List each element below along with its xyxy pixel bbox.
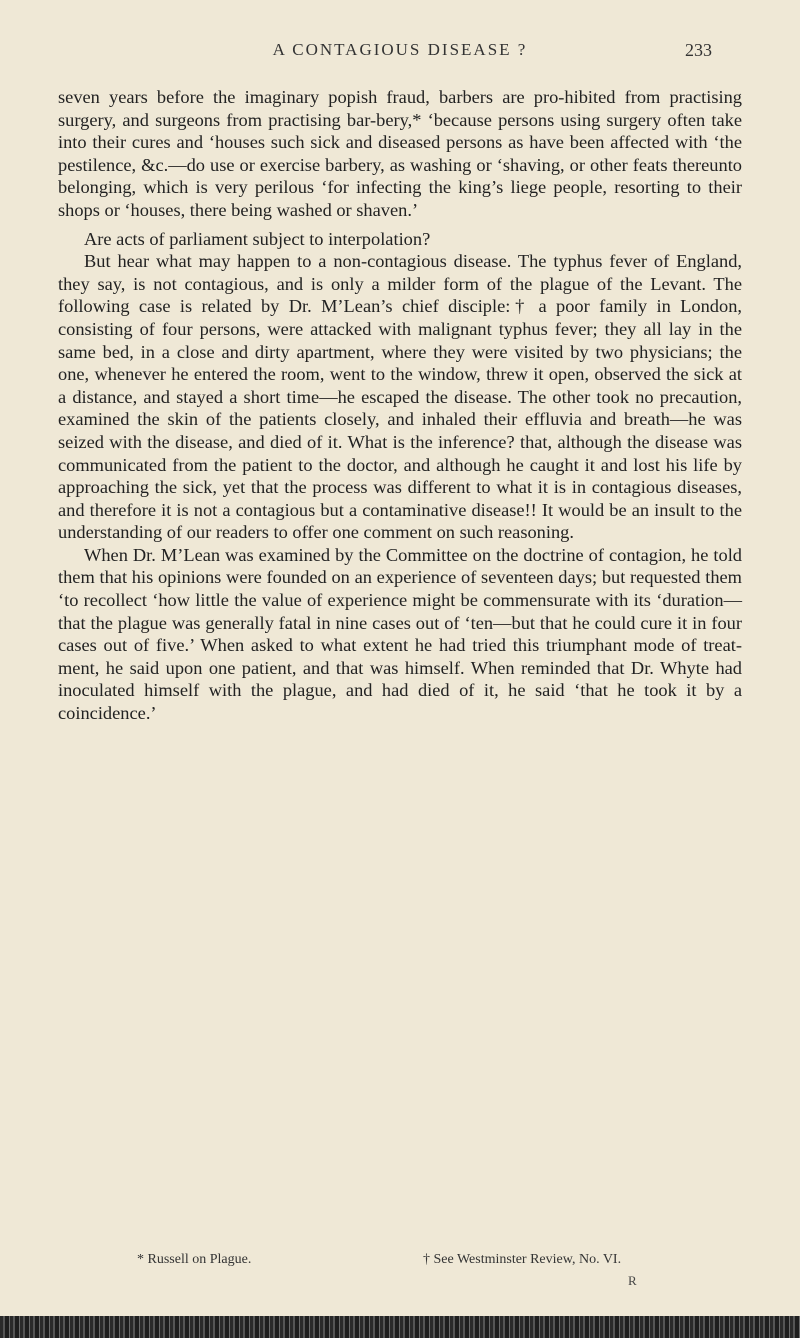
running-head: A CONTAGIOUS DISEASE ? [272,40,528,59]
scan-edge-band [0,1316,800,1338]
printer-signature: R [628,1273,637,1288]
page-header [0,40,800,66]
paragraph-4: When Dr. M’Lean was examined by the Committee on the doctrine of contagion, he told them that his opinions were founded on an experience of seventeen days; but requested them ‘to recollect ‘how little the value of experience might be commensurate with its ‘duration—that the plague was generally fatal in nine cases out of ‘ten—but that he could cure it in four cases out of five.’ When asked to what extent he had tried this triumphant mode of treat-ment, he said upon one patient, and that was himself. When reminded that Dr. Whyte had inoculated himself with the plague, and had died of it, he said ‘that he took it by a coincidence.’ [58,544,742,724]
page-number: 233 [685,40,712,60]
body-text [58,86,742,725]
footnotes [0,1252,800,1292]
paragraph-1: seven years before the imaginary popish fraud, barbers are pro-hibited from practising surgery, and surgeons from practising bar-bery,* ‘because persons using surgery often take into their cures and ‘houses such sick and diseased persons as have been affected with ‘the pestilence, &c.—do use or exercise barbery, as washing or ‘shaving, or other feats thereunto belonging, which is very perilous ‘for infecting the king’s liege people, resorting to their shops or ‘houses, there being washed or shaven.’ [58,87,742,220]
footnote-2: † See Westminster Review, No. VI. [423,1252,622,1267]
footnote-1: * Russell on Plague. [137,1252,252,1267]
paragraph-3: But hear what may happen to a non-contagious disease. The typhus fever of England, they say, is not contagious, and is only a milder form of the plague of the Levant. The following case is related by Dr. M’Lean’s chief disciple:† a poor family in London, consisting of four persons, were attacked with malignant typhus fever; they all lay in the same bed, in a close and dirty apartment, where they were visited by two physicians; the one, whenever he entered the room, went to the window, threw it open, observed the sick at a distance, and stayed a short time—he escaped the disease. The other took no precaution, examined the skin of the patients closely, and inhaled their effluvia and breath—he was seized with the disease, and died of it. What is the inference? that, although the disease was communicated from the patient to the doctor, and although he caught it and lost his life by approaching the sick, yet that the process was different to what it is in contagious diseases, and therefore it is not a contagious but a contaminative disease!! It would be an insult to the understanding of our readers to offer one comment on such reasoning. [58,251,742,543]
paragraph-2: Are acts of parliament subject to interpolation? [84,228,431,249]
